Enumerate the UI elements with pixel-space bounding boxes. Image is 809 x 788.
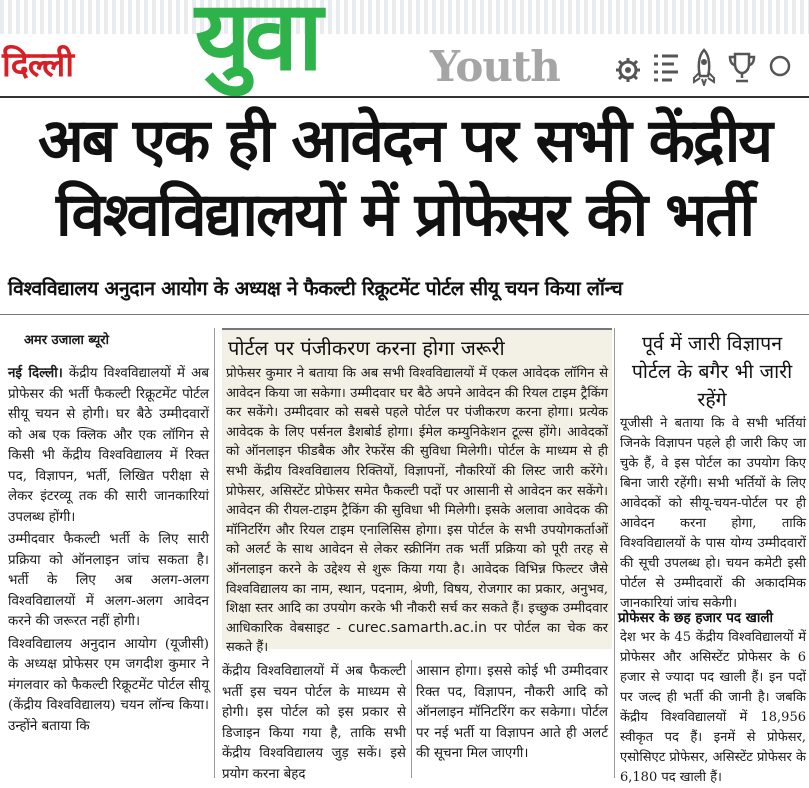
section-title-english: Youth [430,42,560,91]
paragraph-2: उम्मीदवार फैकल्टी भर्ती के लिए सारी प्रक्रिया को ऑनलाइन जांच सकता है। भर्ती के लिए अब अलग-अलग विश्वविद्यालयों में अलग-अलग आवेदन करने की जरूरत नहीं होगी। [8,532,209,629]
dateline: नई दिल्ली। [8,366,63,381]
column-divider-1 [214,328,215,778]
sidebar-body: यूजीसी ने बताया कि वे सभी भर्तियां जिनके विज्ञापन पहले ही जारी किए जा चुके हैं, वे इस पोर्टल का उपयोग किए बिना जारी रहेंगी। सभी भर्तियों के लिए आवेदकों को सीयू-चयन-पोर्टल पर ही आवेदन करना होगा, ताकि विश्वविद्यालयों के पास योग्य उम्मीदवारों की सूची उपलब्ध हो। चयन कमेटी इसी पोर्टल से उम्मीदवारों की अकादमिक जानकारियां जांच सकेगी। [620,416,806,611]
column-divider-3 [614,328,615,778]
info-box-heading: पोर्टल पर पंजीकरण करना होगा जरूरी [228,336,505,360]
sidebar-body-2: देश भर के 45 केंद्रीय विश्वविद्यालयों में प्रोफेसर और असिस्टेंट प्रोफेसर के 6 हजार से ज्यादा पद खाली हैं। इन पदों पर जल्द ही भर्ती की जानी है। जबकि केंद्रीय विश्वविद्यालयों में 18,956 स्वीकृत पद हैं। इनमें से प्रोफेसर, एसोसिएट प्रोफेसर, असिस्टेंट प्रोफेसर के 6,180 पद खाली हैं। [620,630,806,785]
gear-icon [612,46,644,86]
masthead-stripes [0,0,809,34]
paragraph-1 [8,364,209,528]
paragraph-3: विश्वविद्यालय अनुदान आयोग (यूजीसी) के अध्यक्ष प्रोफेसर एम जगदीश कुमार ने मंगलवार को फैकल्टी रिक्रूटमेंट पोर्टल सीयू (केंद्रीय विश्वविद्यालय) चयन लॉन्च किया। उन्होंने बताया कि [8,636,209,734]
column-divider-2 [411,660,412,778]
subheadline-rule [0,314,809,315]
headline [0,104,809,252]
masthead-rule [0,96,809,98]
article-column-2-continued: केंद्रीय विश्वविद्यालयों में अब फैकल्टी भर्ती इस चयन पोर्टल के माध्यम से होगी। इस पोर्टल को इस प्रकार से डिजाइन किया गया है, ताकि सभी केंद्रीय विश्वविद्यालय जुड़ सकें। इसे प्रयोग करना बेहद [222,664,406,782]
star-icon [764,46,796,86]
subheadline: विश्वविद्यालय अनुदान आयोग के अध्यक्ष ने फैकल्टी रिक्रूटमेंट पोर्टल सीयू चयन किया लॉन्च [8,277,623,300]
byline: अमर उजाला ब्यूरो [24,333,109,348]
info-box-text: प्रोफेसर कुमार ने बताया कि अब सभी विश्वविद्यालयों में एकल आवेदक लॉगिन से आवेदन किया जा सकेगा। उम्मीदवार घर बैठे अपने आवेदन की रियल टाइम ट्रैकिंग कर सकेंगे। उम्मीदवार को सबसे पहले पोर्टल पर पंजीकरण करना होगा। प्रत्येक आवेदक के लिए पर्सनल डैशबोर्ड होगा। ईमेल कम्युनिकेशन टूल्स होंगे। आवेदकों को ऑनलाइन फीडबैक और रेफरेंस की सुविधा मिलेगी। पोर्टल के माध्यम से ही सभी केंद्रीय विश्वविद्यालय रिक्तियों, विज्ञापनों, नौकरियों की लिस्ट जारी करेंगे। प्रोफेसर, असिस्टेंट प्रोफेसर समेत फैकल्टी पदों पर आसानी से आवेदन कर सकेंगे। आवेदन की रीयल-टाइम ट्रैकिंग की सुविधा भी मिलेगी। इसके अलावा आवेदक की मॉनिटरिंग और रियल टाइम एनालिसिस होगा। इस पोर्टल के सभी उपयोगकर्ताओं को अलर्ट के साथ आवेदन से लेकर स्क्रीनिंग तक भर्ती प्रक्रिया को पूरी तरह से ऑनलाइन करने के उद्देश्य से शुरू किया गया है। आवेदक विभिन्न फिल्टर जैसे विश्वविद्यालय का नाम, स्थान, पदनाम, श्रेणी, विषय, रोजगार का प्रकार, अनुभव, शिक्षा स्तर आदि का उपयोग करके भी नौकरी सर्च कर सकते हैं। इच्छुक उम्मीदवार आधिकारिक वेबसाइट - [226,366,608,636]
city-label: दिल्ली [2,45,74,85]
sidebar-subheading: प्रोफेसर के छह हजार पद खाली [618,610,773,626]
section-title: युवा [195,0,317,92]
info-box-body [226,364,608,658]
rocket-icon [688,46,720,86]
info-box-text-end: पर पोर्टल का चेक कर सकते हैं। [226,620,608,656]
article-column-1 [8,364,209,739]
article-column-3-continued: आसान होगा। इससे कोई भी उम्मीदवार रिक्त पद, विज्ञापन, नौकरी आदि को ऑनलाइन मॉनिटरिंग कर सकेगा। पोर्टल पर नई भर्ती या विज्ञापन आते ही अलर्ट की सूचना मिल जाएगी। [416,664,608,761]
headline-line-1: अब एक ही आवेदन पर सभी केंद्रीय [37,106,772,176]
sidebar-heading: पूर्व में जारी विज्ञापन पोर्टल के बगैर भी जारी रहेंगे [631,332,793,411]
masthead [0,0,809,96]
masthead-icons [612,40,808,92]
checklist-icon [650,46,682,86]
headline-line-2: विश्वविद्यालयों में प्रोफेसर की भर्ती [55,180,754,250]
paragraph-1-text: केंद्रीय विश्वविद्यालयों में अब प्रोफेसर की भर्ती फैकल्टी रिक्रूटमेंट पोर्टल सीयू चयन से होगी। घर बैठे उम्मीदवारों को अब एक क्लिक और एक लॉगिन से किसी भी केंद्रीय विश्वविद्यालय में रिक्त पद, विज्ञापन, भर्ती, लिखित परीक्षा से लेकर इंटरव्यू तक की सारी जानकारियां उपलब्ध होंगी। [8,366,209,525]
trophy-icon [726,46,758,86]
portal-url: curec.samarth.ac.in [348,619,487,636]
